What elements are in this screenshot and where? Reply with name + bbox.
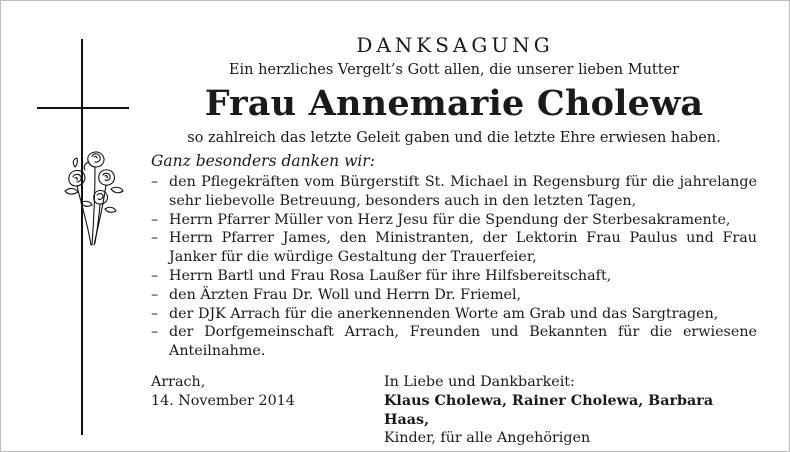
place-date — [151, 373, 384, 448]
dash-marker: – — [151, 324, 159, 341]
list-item — [151, 211, 757, 230]
list-item — [151, 267, 757, 286]
after-name-text: so zahlreich das letzte Geleit gaben und die letzte Ehre erwiesen haben. — [187, 130, 721, 146]
dash-marker: – — [151, 305, 159, 322]
dash-marker: – — [151, 267, 159, 284]
closing-line: In Liebe und Dankbarkeit: — [384, 373, 575, 390]
list-item-text: der Dorfgemeinschaft Arrach, Freunden und Bekannten für die erwiesene Anteilnahme. — [169, 324, 757, 360]
dash-marker: – — [151, 286, 159, 303]
list-item — [151, 173, 757, 211]
deceased-name: Frau Annemarie Cholewa — [204, 83, 704, 124]
place: Arrach, — [151, 373, 206, 390]
list-item — [151, 305, 757, 324]
thanks-list — [151, 173, 757, 361]
list-item-text: der DJK Arrach für die anerkennenden Worte am Grab und das Sargtragen, — [169, 305, 719, 322]
list-item-text: den Pflegekräften vom Bürgerstift St. Michael in Regensburg für die jahrelange sehr liebevolle Betreuung, besonders auch in den letzten Tagen, — [169, 174, 757, 209]
signature-block — [384, 373, 757, 448]
dash-marker: – — [151, 230, 159, 247]
signatories-note: Kinder, für alle Angehörigen — [384, 430, 591, 447]
notice-heading: DANKSAGUNG — [356, 33, 554, 57]
notice-footer — [151, 373, 757, 448]
list-item-text: Herrn Pfarrer Müller von Herz Jesu für die Spendung der Sterbesakramente, — [169, 211, 731, 228]
lead-text: Ein herzliches Vergelt’s Gott allen, die unserer lieben Mutter — [228, 62, 680, 78]
list-item — [151, 323, 757, 361]
list-item-text: Herrn Pfarrer James, den Ministranten, der Lektorin Frau Paulus und Frau Janker für die würdige Gestaltung der Trauerfeier, — [169, 230, 757, 266]
list-item-text: den Ärzten Frau Dr. Woll und Herrn Dr. Friemel, — [169, 286, 522, 303]
notice-content — [151, 31, 757, 448]
dash-marker: – — [151, 174, 159, 190]
cross-icon-crossbar — [37, 107, 129, 109]
dash-marker: – — [151, 211, 159, 228]
date: 14. November 2014 — [151, 392, 295, 409]
roses-icon — [61, 143, 127, 247]
signatories: Klaus Cholewa, Rainer Cholewa, Barbara Haas, — [384, 392, 714, 428]
list-item — [151, 229, 757, 267]
list-item-text: Herrn Bartl und Frau Rosa Laußer für ihre Hilfsbereitschaft, — [169, 267, 612, 284]
list-item — [151, 286, 757, 305]
special-thanks-heading: Ganz besonders danken wir: — [151, 152, 375, 170]
